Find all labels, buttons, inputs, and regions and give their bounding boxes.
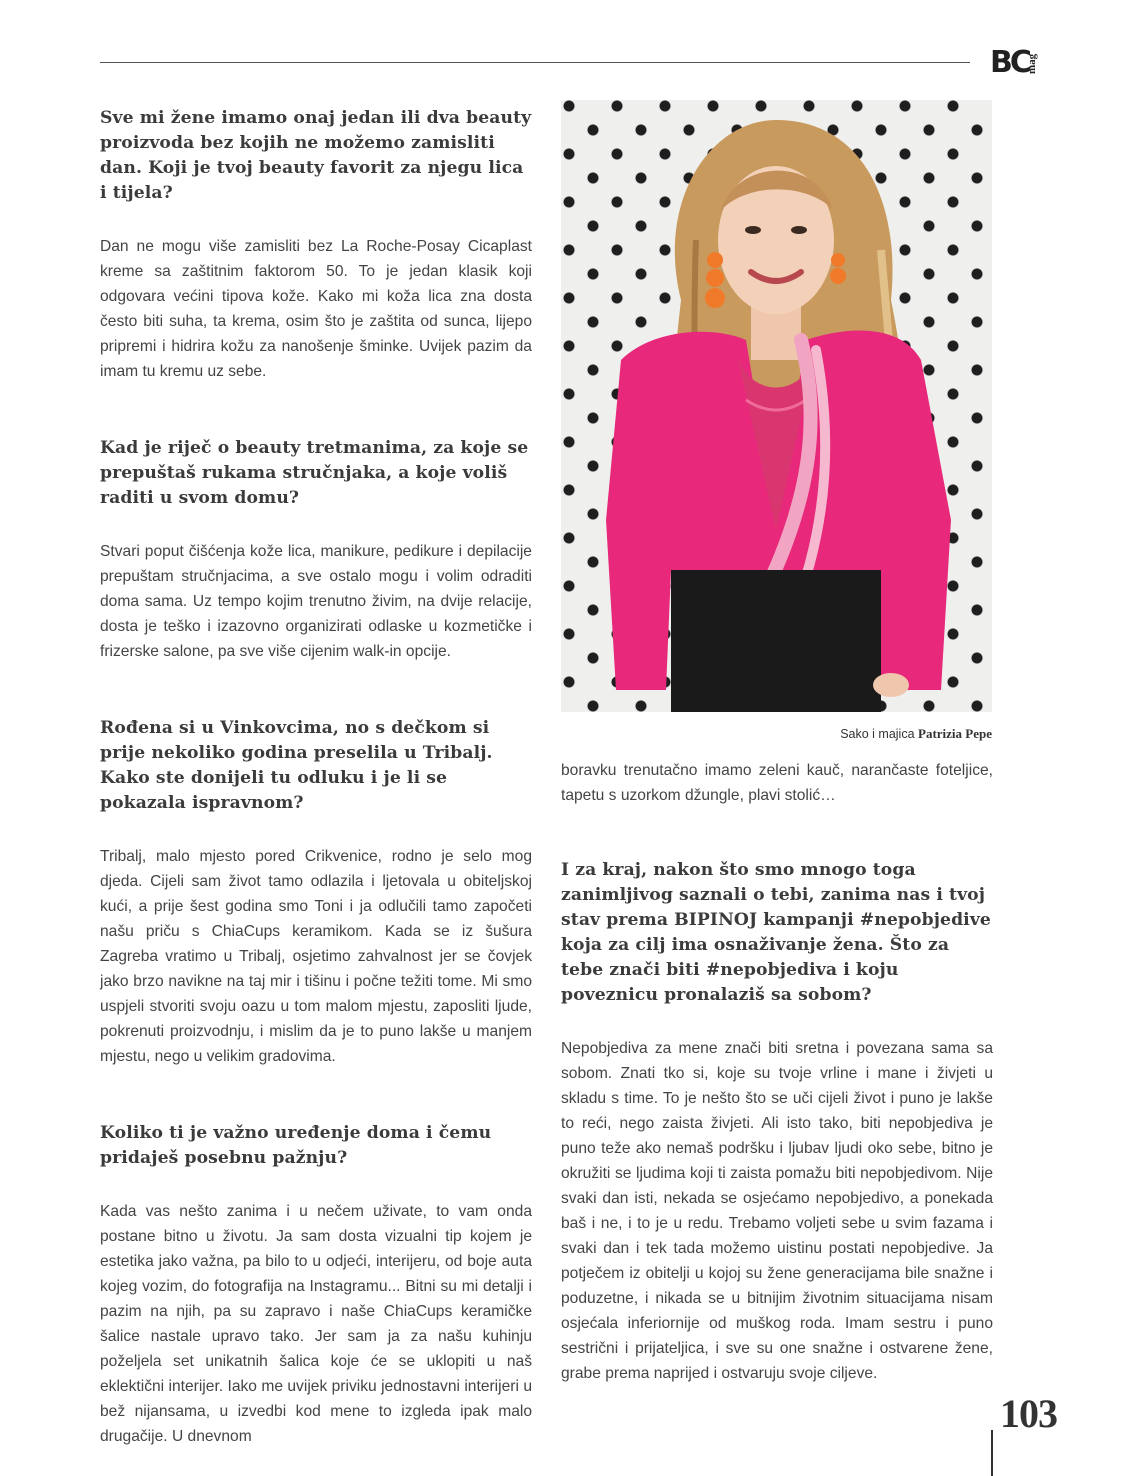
- page-number-rule: [991, 1430, 993, 1476]
- answer-1: Dan ne mogu više zamisliti bez La Roche-Posay Cicaplast kreme sa zaštitnim faktorom 50. To je jedan klasik koji odgovara većini tipova kože. Kako mi koža lica zna dosta često biti suha, ta krema, osim što je zaštita od sunca, lijepo pripremi i hidrira kožu za nanošenje šminke. Uvijek pazim da imam tu kremu uz sebe.: [100, 238, 532, 380]
- answer-2: Stvari poput čišćenja kože lica, manikure, pedikure i depilacije prepuštam stručnjacima, a sve ostalo mogu i volim odraditi doma sama. Uz tempo kojim trenutno živim, na dvije relacije, dosta je teško i izazovno organizirati odlaske u kozmetičke i frizerske salone, pa sve više cijenim walk-in opcije.: [100, 543, 532, 660]
- page-number: 103: [1000, 1391, 1057, 1436]
- logo-main: BC: [990, 45, 1029, 80]
- answer-5: Nepobjediva za mene znači biti sretna i povezana sama sa sobom. Znati tko si, koje su tvoje vrline i mane i živjeti u skladu s time. To je nešto što se uči cijeli život i puno je lakše to reći, nego zaista živjeti. Ali isto tako, biti nepobjediva je puno teže ako nemaš podršku i ljubav ljudi oko sebe, bitno je okružiti se ljudima koji ti zaista pomažu biti nepobjedivom. Nije svaki dan isti, nekada se osjećamo nepobjedivo, a ponekada baš i ne, i to je u redu. Trebamo voljeti sebe u svim fazama i svaki dan i tek tada možemo uistinu postati nepobjedive. Ja potječem iz obitelji u kojoj su žene generacijama bile snažne i poduzetne, i nikada se u bitnijim životnim situacijama nisam osjećala inferiornije od muškog roda. Imam sestru i puno sestrični i prijateljica, i sve su one snažne i ostvarene žene, grabe prema naprijed i ostvaruju svoje ciljeve.: [561, 1040, 993, 1382]
- answer-3: Tribalj, malo mjesto pored Crikvenice, rodno je selo mog djeda. Cijeli sam život tamo odlazila i ljetovala u obiteljskoj kući, a prije šest godina smo Toni i ja odlučili tamo započeti našu priču s ChiaCups keramikom. Kada se iz šušura Zagreba vratimo u Tribalj, osjetimo zahvalnost jer se čovjek jako brzo navikne na taj mir i tišinu i počne težiti tome. Mi smo uspjeli stvoriti svoju oazu u tom malom mjestu, zaposliti ljude, pokrenuti proizvodnju, i mislim da je to puno lakše u manjem mjestu, nego u velikim gradovima.: [100, 848, 532, 1065]
- right-column: [561, 758, 993, 1386]
- bc-mag-logo: [990, 44, 1042, 84]
- question-1: Sve mi žene imamo onaj jedan ili dva beauty proizvoda bez kojih ne možemo zamisliti dan. Koji je tvoj beauty favorit za njegu lica i tijela?: [100, 108, 532, 203]
- left-column: [100, 104, 532, 1449]
- question-5: I za kraj, nakon što smo mnogo toga zanimljivog saznali o tebi, zanima nas i tvoj stav prema BIPINOJ kampanji #nepobjedive koja za cilj ima osnaživanje žena. Što za tebe znači biti #nepobjediva i koju poveznicu pronalaziš sa sobom?: [561, 860, 991, 1005]
- portrait-photo: [561, 100, 992, 712]
- photo-caption: [840, 726, 992, 742]
- header-rule: [100, 62, 970, 63]
- continuation-text: boravku trenutačno imamo zeleni kauč, narančaste foteljice, tapetu s uzorkom džungle, plavi stolić…: [561, 762, 993, 804]
- logo-sub: mag: [1026, 53, 1038, 74]
- caption-prefix: Sako i majica: [840, 727, 918, 741]
- question-4: Koliko ti je važno uređenje doma i čemu pridaješ posebnu pažnju?: [100, 1123, 492, 1168]
- portrait-illustration: [561, 100, 992, 712]
- caption-brand: Patrizia Pepe: [918, 726, 992, 741]
- question-3: Rođena si u Vinkovcima, no s dečkom si prije nekoliko godina preselila u Tribalj. Kako ste donijeli tu odluku i je li se pokazala ispravnom?: [100, 718, 493, 813]
- answer-4: Kada vas nešto zanima i u nečem uživate, to vam onda postane bitno u životu. Ja sam dosta vizualni tip kojem je estetika jako važna, pa bilo to u odjeći, interijeru, od boje auta kojeg vozim, do fotografija na Instagramu... Bitni su mi detalji i pazim na njih, pa su zapravo i naše ChiaCups keramičke šalice nastale upravo tako. Jer sam ja za našu kuhinju poželjela set unikatnih šalica koje će se uklopiti u naš eklektični interijer. Iako me uvijek priviku jednostavni interijeri u bež nijansama, u izvedbi kod mene to izgleda ipak malo drugačije. U dnevnom: [100, 1203, 532, 1445]
- question-2: Kad je riječ o beauty tretmanima, za koje se prepuštaš rukama stručnjaka, a koje voliš raditi u svom domu?: [100, 438, 529, 508]
